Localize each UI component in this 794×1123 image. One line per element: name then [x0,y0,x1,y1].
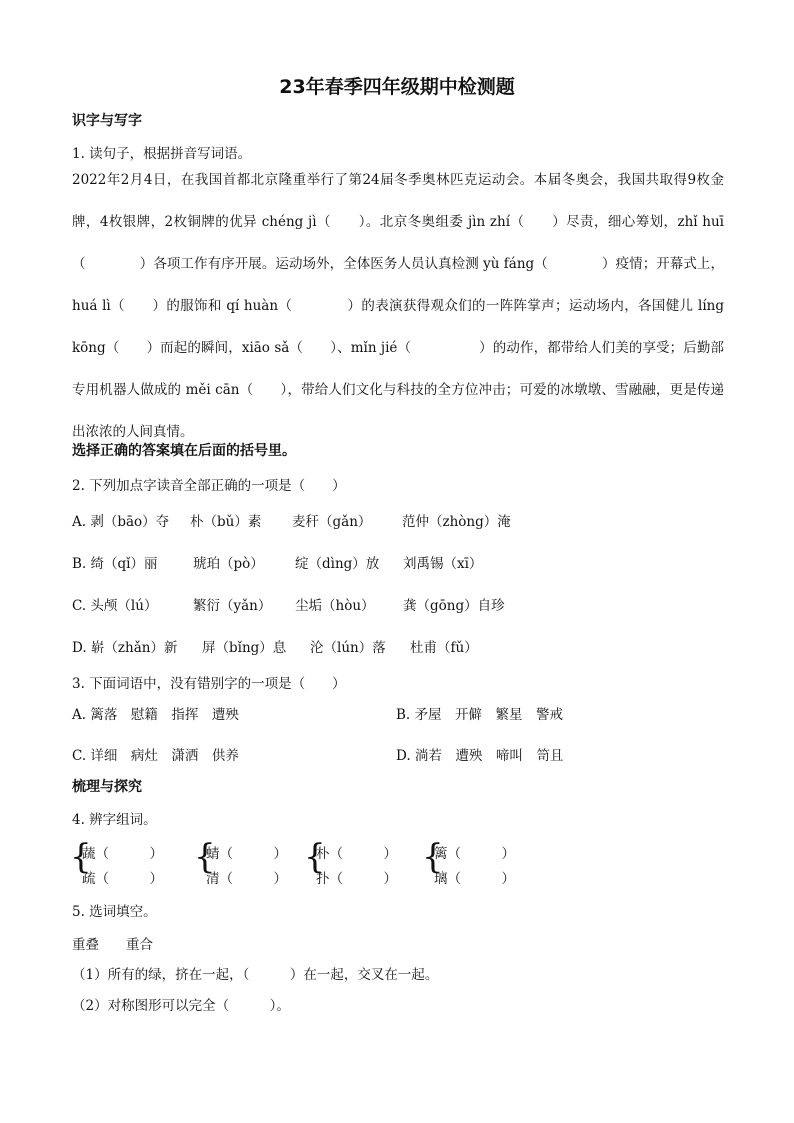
q3-option-a[interactable]: A. 篱落 慰籍 指挥 遭殃 [72,707,239,723]
q3-option-b[interactable]: B. 矛屋 开僻 繁星 警戒 [396,707,564,723]
question-4-stem: 4. 辨字组词。 [72,812,157,828]
brace-glyph: { [194,837,216,877]
brace-glyph: { [70,837,92,877]
brace-glyph: { [304,837,326,877]
q4-blank[interactable]: 篱（ ） [434,846,515,862]
q2-option-d[interactable]: D. 崭（zhǎn）新 屏（bǐng）息 沦（lún）落 杜甫（fǔ） [72,640,478,656]
q5-item-1[interactable]: （1）所有的绿，挤在一起，（ ）在一起，交叉在一起。 [72,967,439,983]
q5-item-2[interactable]: （2）对称图形可以完全（ ）。 [72,998,290,1014]
q5-word-bank: 重叠 重合 [72,937,153,953]
q4-blank[interactable]: 蔬（ ） [82,846,163,862]
q2-option-a[interactable]: A. 剥（bāo）夺 朴（bǔ）素 麦秆（gǎn） 范仲（zhòng）淹 [72,514,511,530]
q3-option-d[interactable]: D. 淌若 遭殃 啼叫 笥且 [396,748,564,764]
q4-blank[interactable]: 疏（ ） [82,871,163,887]
q3-option-c[interactable]: C. 详细 病灶 潇洒 供养 [72,748,239,764]
question-5-stem: 5. 选词填空。 [72,904,157,920]
q4-blank[interactable]: 扑（ ） [316,871,397,887]
page-title: 23年春季四年级期中检测题 [279,76,515,98]
section-heading-explore: 梳理与探究 [72,779,142,795]
q4-blank[interactable]: 璃（ ） [434,871,515,887]
q4-blank[interactable]: 清（ ） [206,871,287,887]
question-1-stem: 1. 读句子，根据拼音写词语。 [72,146,252,162]
question-3-stem: 3. 下面词语中，没有错别字的一项是（ ） [72,676,346,692]
q4-blank[interactable]: 朴（ ） [316,846,397,862]
question-1-paragraph: 2022年2月4日，在我国首都北京隆重举行了第24届冬季奥林匹克运动会。本届冬奥会，我国共取得9枚金牌，4枚银牌，2枚铜牌的优异 chéng jì（ ）。北京冬奥组委 jìn zhí（ ）尽责，细心筹划，zhǐ huī（ ）各项工作有序开展。运动场外，全体医务人员认真检测 yù fáng（ ）疫情；开幕式上，huá lì（ ）的服饰和 qí huàn（ ）的表演获得观众们的一阵阵掌声；运动场内，各国健儿 líng kōng（ ）而起的瞬间，xiāo sǎ（ ）、mǐn jié（ ）的动作，都带给人们美的享受；后勤部专用机器人做成的 měi cān（ ），带给人们文化与科技的全方位冲击；可爱的冰墩墩、雪融融，更是传递出浓浓的人间真情。 [72,172,724,440]
q4-blank[interactable]: 蜻（ ） [206,846,287,862]
q2-option-b[interactable]: B. 绮（qǐ）丽 琥珀（pò） 绽（dìng）放 刘禹锡（xī） [72,556,483,572]
brace-glyph: { [422,837,444,877]
question-2-stem: 2. 下列加点字读音全部正确的一项是（ ） [72,478,346,494]
section-heading-literacy: 识字与写字 [72,113,142,129]
q2-option-c[interactable]: C. 头颅（lú） 繁衍（yǎn） 尘垢（hòu） 龚（gōng）自珍 [72,598,505,614]
section-heading-choice: 选择正确的答案填在后面的括号里。 [72,443,296,459]
